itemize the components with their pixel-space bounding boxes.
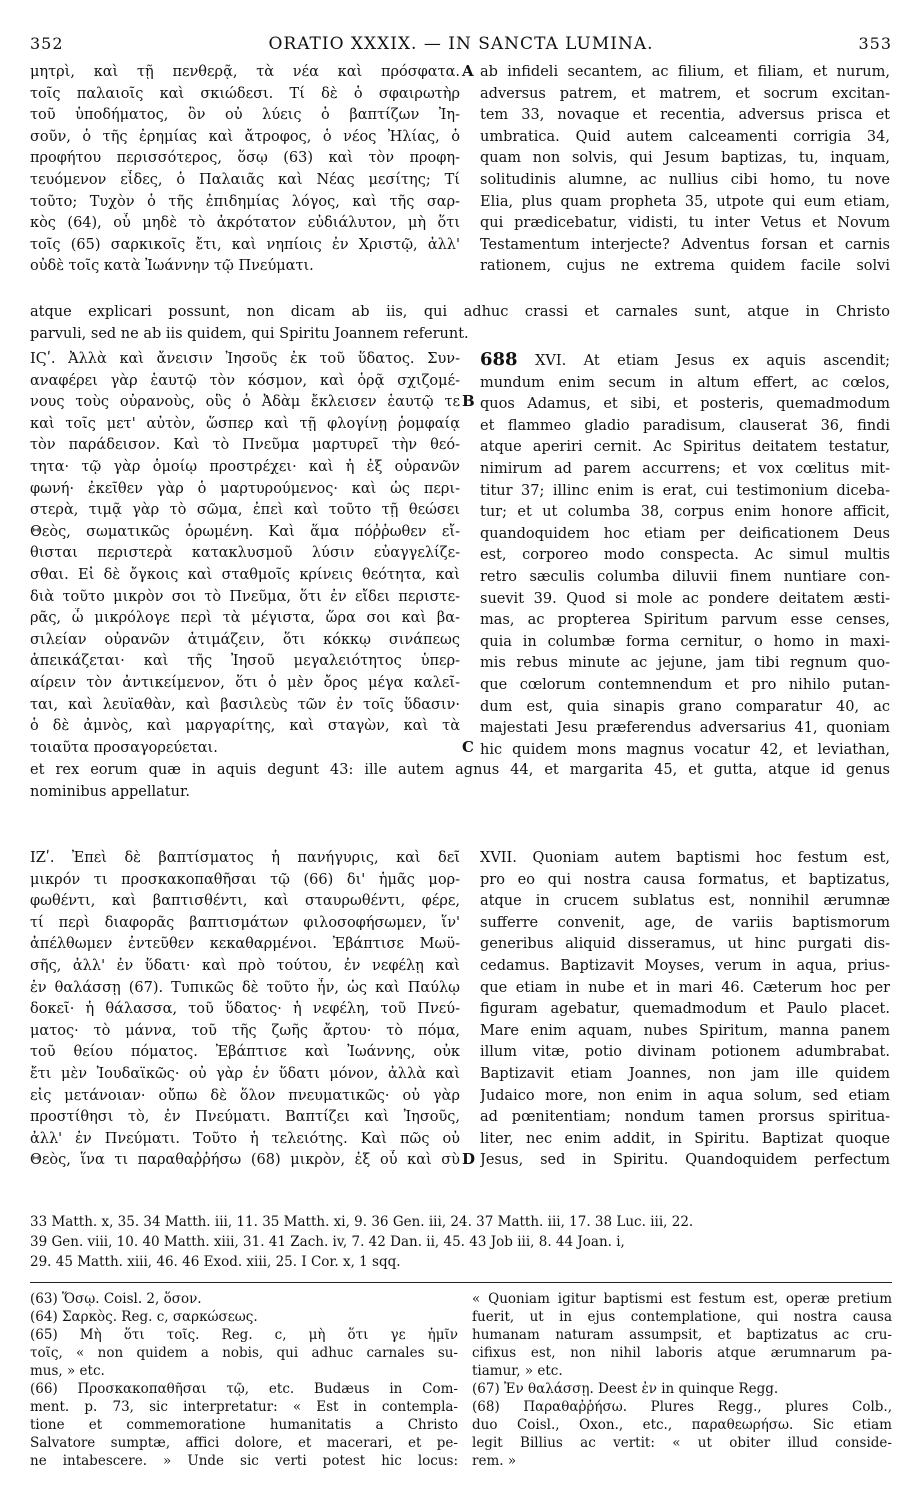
- latin-line: que etiam in nube et in mari 46. Cæterum hoc per: [480, 979, 890, 996]
- latin-full-width-1: [30, 302, 890, 345]
- latin-line: Baptizavit etiam Joannes, non jam ille quidem: [480, 1065, 890, 1082]
- greek-line: μικρόν τι προσκακοπαθῆσαι τῷ (66) δι' ἡμᾶς μορ-: [30, 871, 460, 888]
- latin-line: rationem, cujus ne extrema quidem facile solvi: [480, 258, 890, 275]
- latin-line: solitudinis alumne, ac nullius cibi homo, tu nove: [480, 171, 890, 188]
- latin-line: XVII. Quoniam autem baptismi hoc festum est,: [480, 850, 890, 866]
- note-line: legit Billius ac vertit: « ut obiter illud conside-: [472, 1435, 892, 1451]
- note-line: (63) Ὅσῳ. Coisl. 2, ὅσον.: [30, 1291, 202, 1307]
- latin-line: atque aperiri cernit. Ac Spiritus deitatem testatur,: [480, 439, 890, 456]
- latin-line: [480, 349, 890, 373]
- latin-line: qui prædicebatur, vidisti, tu inter Vetus et Novum: [480, 215, 890, 232]
- greek-line: τοῦ ὑποδήματος, ὃν οὐ λύεις ὁ βαπτίζων Ἰη-: [30, 107, 460, 124]
- margin-marker-c: C: [462, 738, 474, 756]
- running-title: ORATIO XXXIX. — IN SANCTA LUMINA.: [268, 34, 654, 54]
- note-line: rem. »: [472, 1453, 517, 1469]
- greek-line: νους τοὺς οὐρανοὺς, οὓς ὁ Ἀδὰμ ἔκλεισεν ἑαυτῷ τε: [30, 394, 460, 411]
- greek-line: τευόμενον εἶδες, ὁ Παλαιᾶς καὶ Νέας μεσίτης; Τί: [30, 171, 460, 188]
- scripture-references: [30, 1212, 892, 1272]
- latin-line: et flammeo gladio paradisum, clauserat 36, findi: [480, 417, 890, 434]
- latin-line: mundum enim secum in altum effert, ac cœlos,: [480, 374, 890, 391]
- greek-column-bottom: [30, 848, 460, 1172]
- latin-line: tur; et ut columba 38, corpus enim honore afficit,: [480, 504, 890, 521]
- margin-marker-d: D: [462, 1150, 476, 1168]
- latin-line: quam non solvis, qui Jesum baptizas, tu, inquam,: [480, 150, 890, 167]
- greek-line: ρᾶς, ὦ μικρόλογε περὶ τὰ μέγιστα, ὥρα σοι καὶ βα-: [30, 610, 460, 627]
- greek-line: σθαι. Εἰ δὲ ὄγκοις καὶ σταθμοῖς κρίνεις θεότητα, καὶ: [30, 566, 460, 583]
- greek-line: μητρὶ, καὶ τῇ πενθερᾷ, τὰ νέα καὶ πρόσφατα.: [30, 64, 460, 80]
- greek-line: τοῦτο; Τυχὸν ὁ τῆς ἐπιδημίας λόγος, καὶ τῆς σαρ-: [30, 193, 460, 210]
- margin-marker-b: B: [462, 392, 475, 410]
- latin-column-bottom: [480, 848, 890, 1172]
- note-line: fuerit, ut in ejus contemplatione, qui nostra causa: [472, 1309, 892, 1325]
- latin-line: umbratica. Quid autem calceamenti corrigia 34,: [480, 128, 890, 145]
- latin-line: quia in columbæ forma cernitur, o homo in maxi-: [480, 633, 890, 650]
- page-number-right: 353: [858, 34, 892, 53]
- note-line: « Quoniam igitur baptismi est festum est, operæ pretium: [472, 1291, 892, 1307]
- note-line: tiamur, » etc.: [472, 1363, 563, 1379]
- latin-line: illum vitæ, potio divinam potionem adumbrabat.: [480, 1044, 890, 1061]
- greek-line: στερὰ, τιμᾷ γὰρ τὸ σῶμα, ἐπεὶ καὶ τοῦτο τῇ θεώσει: [30, 502, 460, 519]
- latin-line: Jesus, sed in Spiritu. Quandoquidem perfectum: [480, 1152, 890, 1169]
- greek-line: προστίθησι τὸ, ἐν Πνεύματι. Βαπτίζει καὶ Ἰησοῦς,: [30, 1109, 460, 1126]
- notes-divider: [30, 1282, 892, 1283]
- greek-line: ὁ δὲ ἀμνὸς, καὶ μαργαρίτης, καὶ σταγὼν, καὶ τὰ: [30, 718, 460, 735]
- latin-line: hic quidem mons magnus vocatur 42, et leviathan,: [480, 741, 890, 758]
- greek-line: φωνή· ἐκεῖθεν γὰρ ὁ μαρτυρούμενος· καὶ ὡς περι-: [30, 480, 460, 497]
- latin-line: Elia, plus quam propheta 35, utpote qui eum etiam,: [480, 193, 890, 210]
- greek-line: ΙϚʹ. Ἀλλὰ καὶ ἄνεισιν Ἰησοῦς ἐκ τοῦ ὕδατος. Συν-: [30, 351, 460, 367]
- latin-line: est, corporeo modo conspecta. Ac simul multis: [480, 547, 890, 564]
- latin-line: tem 33, novaque et recentia, adversus prisca et: [480, 107, 890, 124]
- greek-line: αίρειν τὸν ἀντικείμενον, ὅτι ὁ μὲν ὄρος μέγα καλεῖ-: [30, 674, 460, 691]
- greek-line: αναφέρει γὰρ ἑαυτῷ τὸν κόσμον, καὶ ὁρᾷ σχιζομέ-: [30, 372, 460, 389]
- greek-line: τοῖς (65) σαρκικοῖς ἔτι, καὶ νηπίοις ἐν Χριστῷ, ἀλλ': [30, 236, 460, 253]
- greek-line: τητα· τῷ γὰρ ὁμοίῳ προστρέχει· καὶ ἡ ἐξ οὐρανῶν: [30, 458, 460, 475]
- note-line: (67) Ἐν θαλάσσῃ. Deest ἐν in quinque Regg.: [472, 1381, 779, 1397]
- greek-line: κὸς (64), οὗ μηδὲ τὸ ἀκρότατον εὐδιάλυτον, μὴ ὅτι: [30, 215, 460, 232]
- critical-notes-right: [472, 1290, 892, 1470]
- latin-line: quos Adamus, et sibi, et posteris, quemadmodum: [480, 396, 890, 413]
- latin-line: figuram agebatur, quemadmodum et Paulo placet.: [480, 1001, 890, 1018]
- latin-line: titur 37; illinc enim is erat, cui testimonium diceba-: [480, 482, 890, 499]
- latin-line: liter, nec enim addit, in Spiritu. Baptizat quoque: [480, 1130, 890, 1147]
- greek-line: ἐν θαλάσσῃ (67). Τυπικῶς δὲ τοῦτο ἦν, ὡς καὶ Παύλῳ: [30, 979, 460, 996]
- greek-line: οὐδὲ τοῖς κατὰ Ἰωάννην τῷ Πνεύματι.: [30, 258, 314, 275]
- latin-line: pro eo qui nostra causa formatus, et baptizatus,: [480, 871, 890, 888]
- greek-line: θισται περιστερὰ κατακλυσμοῦ λύσιν εὐαγγελίζε-: [30, 545, 460, 562]
- note-line: (68) Παραθαῤῥήσω. Plures Regg., plures Colb.,: [472, 1399, 892, 1415]
- page-number-left: 352: [30, 34, 64, 53]
- latin-line: atque in crucem sublatus est, nonnihil ærumnæ: [480, 893, 890, 910]
- greek-column-mid: [30, 349, 460, 759]
- note-line: (66) Προσκακοπαθῆσαι τῷ, etc. Budæus in Com-: [30, 1381, 458, 1397]
- latin-line: generibus aliquid disseramus, ut hinc purgati dis-: [480, 936, 890, 953]
- greek-line: ματος· τὸ μάννα, τοῦ τῆς ζωῆς ἄρτου· τὸ πόμα,: [30, 1022, 460, 1039]
- greek-line: εἰς μετάνοιαν· οὔπω δὲ ὅλον πνευματικῶς· οὐ γὰρ: [30, 1087, 460, 1104]
- greek-line: καὶ τοῖς μετ' αὐτὸν, ὥσπερ καὶ τῇ φλογίνῃ ῥομφαίᾳ: [30, 415, 460, 432]
- latin-line: sufferre convenit, age, de variis baptismorum: [480, 914, 890, 931]
- latin-line: mas, ac propterea Spiritum parvum esse censes,: [480, 612, 890, 629]
- note-line: (64) Σαρκὸς. Reg. c, σαρκώσεως.: [30, 1309, 258, 1325]
- greek-line: σῆς, ἀλλ' ἐν ὕδατι· καὶ πρὸ τούτου, ἐν νεφέλῃ καὶ: [30, 957, 460, 974]
- latin-line: et rex eorum quæ in aquis degunt 43: ille autem agnus 44, et margarita 45, et gutta, atque id genus: [30, 762, 890, 778]
- greek-line: ται, καὶ λευϊαθὰν, καὶ βασιλεὺς τῶν ἐν τοῖς ὕδασιν·: [30, 696, 460, 713]
- greek-line: Θεὸς, σωματικῶς ὁρωμένη. Καὶ ἅμα πόῤῥωθεν εἴ-: [30, 523, 460, 540]
- latin-line: Mare enim aquam, nubes Spiritum, manna panem: [480, 1022, 890, 1039]
- latin-line: nimirum ad parem accurrens; et vox cœlitus mit-: [480, 460, 890, 477]
- latin-line: suevit 39. Quod si mole ac pondere deitatem æsti-: [480, 590, 890, 607]
- running-header: [30, 34, 892, 60]
- greek-line: φωθέντι, καὶ βαπτισθέντι, καὶ σταυρωθέντι, φέρε,: [30, 893, 460, 910]
- reference-line: 33 Matth. x, 35. 34 Matth. iii, 11. 35 Matth. xi, 9. 36 Gen. iii, 24. 37 Matth. iii, 17. 38 Luc. iii, 22.: [30, 1214, 694, 1230]
- note-line: duo Coisl., Oxon., etc., παραθεωρήσω. Sic etiam: [472, 1417, 892, 1433]
- note-line: cifixus est, non nihil laboris atque ærumnarum pa-: [472, 1345, 892, 1361]
- latin-line: majestati Jesu præferendus adversarius 41, quoniam: [480, 720, 890, 737]
- greek-line: ἀπεικάζεται· καὶ τῆς Ἰησοῦ μεγαλειότητος ὑπερ-: [30, 653, 460, 670]
- note-line: mus, » etc.: [30, 1363, 105, 1379]
- note-line: Salvatore sumptæ, affici dolore, et macerari, et pe-: [30, 1435, 458, 1451]
- greek-column-top: [30, 62, 460, 278]
- critical-notes-left: [30, 1290, 458, 1470]
- latin-column-top: [480, 62, 890, 278]
- margin-marker-a: A: [462, 62, 474, 80]
- greek-line: τί περὶ διαφορᾶς βαπτισμάτων φιλοσοφήσωμεν, ἵν': [30, 914, 460, 931]
- latin-line: mis rebus minute ac jejune, jam tibi regnum quo-: [480, 655, 890, 672]
- greek-line: ἔτι μὲν Ἰουδαϊκῶς· οὐ γὰρ ἐν ὕδατι μόνον, ἀλλὰ καὶ: [30, 1065, 460, 1082]
- note-line: humanam naturam assumpsit, et baptizatus ac cru-: [472, 1327, 892, 1343]
- greek-line: Θεὸς, ἵνα τι παραθαῤῥήσω (68) μικρὸν, ἐξ οὗ καὶ σὺ: [30, 1152, 460, 1169]
- greek-line: διὰ τοῦτο μικρὸν σοι τὸ Πνεῦμα, ὅτι ἐν εἴδει περιστε-: [30, 588, 460, 605]
- latin-line: retro sæculis columba diluvii finem nuntiare con-: [480, 568, 890, 585]
- reference-line: 39 Gen. viii, 10. 40 Matth. xiii, 31. 41 Zach. iv, 7. 42 Dan. ii, 45. 43 Job iii, 8. 44 Joan. i,: [30, 1234, 625, 1250]
- greek-line: τοῦ θείου πόματος. Ἐβάπτισε καὶ Ἰωάννης, οὐκ: [30, 1044, 460, 1061]
- greek-line: δοκεῖ· ἡ θάλασσα, τοῦ ὕδατος· ἡ νεφέλη, τοῦ Πνεύ-: [30, 1001, 460, 1018]
- latin-line: Judaico more, non enim in aqua solum, sed etiam: [480, 1087, 890, 1104]
- greek-line: τοιαῦτα προσαγορεύεται.: [30, 739, 218, 756]
- latin-line: dum est, quia sinapis grano comparatur 40, ac: [480, 698, 890, 715]
- greek-line: σοῦν, ὁ τῆς ἐρημίας καὶ ἄτροφος, ὁ νέος Ἠλίας, ὁ: [30, 128, 460, 145]
- latin-line: Testamentum interjecte? Adventus forsan et carnis: [480, 236, 890, 253]
- note-line: τοῖς, « non quidem a nobis, qui adhuc carnales su-: [30, 1345, 458, 1361]
- latin-line: parvuli, sed ne ab iis quidem, qui Spiritu Joannem referunt.: [30, 325, 469, 342]
- note-line: ne intabescere. » Unde sic verti potest hic locus:: [30, 1453, 458, 1469]
- latin-full-width-2: [30, 760, 890, 803]
- greek-line: ἀπέλθωμεν ἐντεῦθεν κεκαθαρμένοι. Ἐβάπτισε Μωϋ-: [30, 936, 460, 953]
- greek-line: σιλείαν οὐρανῶν ἀτιμάζειν, ὅτι κόκκῳ σινάπεως: [30, 631, 460, 648]
- latin-line: que cœlorum contemnendum et pro nihilo putan-: [480, 676, 890, 693]
- note-line: tione et commemoratione humanitatis a Christo: [30, 1417, 458, 1433]
- latin-line: ab infideli secantem, ac filium, et filiam, et nurum,: [480, 64, 890, 80]
- latin-line: nominibus appellatur.: [30, 783, 190, 800]
- reference-line: 29. 45 Matth. xiii, 46. 46 Exod. xiii, 25. I Cor. x, 1 sqq.: [30, 1254, 401, 1270]
- latin-line: ad pœnitentiam; nondum tamen prorsus spiritua-: [480, 1109, 890, 1126]
- latin-line: adversus patrem, et matrem, et socrum excitan-: [480, 85, 890, 102]
- greek-line: τὸν παράδεισον. Καὶ τὸ Πνεῦμα μαρτυρεῖ τὴν θεό-: [30, 437, 460, 454]
- greek-line: τοῖς παλαιοῖς καὶ σκιώδεσι. Τί δὲ ὁ σφαιρωτὴρ: [30, 85, 460, 102]
- column-number: 688: [480, 349, 518, 370]
- latin-line: atque explicari possunt, non dicam ab iis, qui adhuc crassi et carnales sunt, atque in Christo: [30, 304, 890, 320]
- note-line: (65) Μὴ ὅτι τοῖς. Reg. c, μὴ ὅτι γε ἡμῖν: [30, 1327, 458, 1343]
- greek-line: ἀλλ' ἐν Πνεύματι. Τοῦτο ἡ τελειότης. Καὶ πῶς οὐ: [30, 1130, 460, 1147]
- greek-line: προφήτου περισσότερος, ὅσῳ (63) καὶ τὸν προφη-: [30, 150, 460, 167]
- latin-line-text: XVI. At etiam Jesus ex aquis ascendit;: [535, 353, 890, 369]
- greek-line: ΙΖʹ. Ἐπεὶ δὲ βαπτίσματος ἡ πανήγυρις, καὶ δεῖ: [30, 850, 460, 866]
- note-line: ment. p. 73, sic interpretatur: « Est in contempla-: [30, 1399, 458, 1415]
- latin-line: quandoquidem hoc etiam per deificationem Deus: [480, 525, 890, 542]
- latin-column-mid: [480, 349, 890, 761]
- latin-line: cedamus. Baptizavit Moyses, verum in aqua, prius-: [480, 957, 890, 974]
